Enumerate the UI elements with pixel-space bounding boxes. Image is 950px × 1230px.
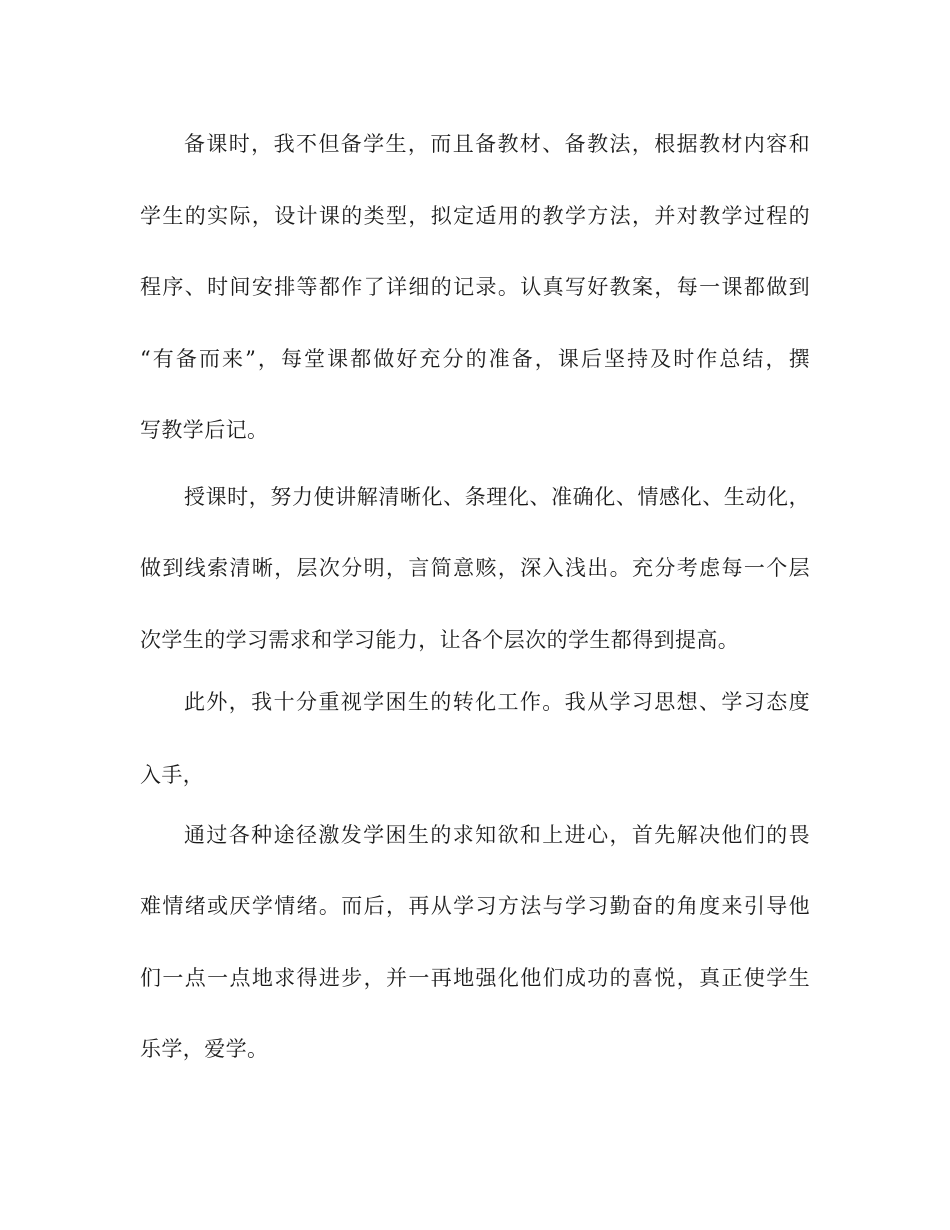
text-line-9: 此外，我十分重视学困生的转化工作。我从学习思想、学习态度 bbox=[184, 690, 810, 714]
text-line-2: 学生的实际，设计课的类型，拟定适用的教学方法，并对教学过程的 bbox=[140, 204, 810, 228]
text-line-3: 程序、时间安排等都作了详细的记录。认真写好教案，每一课都做到 bbox=[140, 275, 810, 299]
text-line-10: 入手， bbox=[140, 763, 205, 787]
text-line-4: “有备而来”，每堂课都做好充分的准备，课后坚持及时作总结，撰 bbox=[140, 347, 810, 371]
text-line-5: 写教学后记。 bbox=[140, 418, 269, 442]
text-line-14: 乐学，爱学。 bbox=[140, 1037, 269, 1061]
text-line-7: 做到线索清晰，层次分明，言简意赅，深入浅出。充分考虑每一个层 bbox=[140, 556, 810, 580]
text-line-11: 通过各种途径激发学困生的求知欲和上进心，首先解决他们的畏 bbox=[184, 823, 810, 847]
text-line-8: 次学生的学习需求和学习能力，让各个层次的学生都得到提高。 bbox=[140, 628, 740, 652]
text-line-6: 授课时，努力使讲解清晰化、条理化、准确化、情感化、生动化， bbox=[184, 485, 810, 509]
text-line-12: 难情绪或厌学情绪。而后，再从学习方法与学习勤奋的角度来引导他 bbox=[140, 894, 810, 918]
text-line-13: 们一点一点地求得进步，并一再地强化他们成功的喜悦，真正使学生 bbox=[140, 966, 810, 990]
text-line-1: 备课时，我不但备学生，而且备教材、备教法，根据教材内容和 bbox=[184, 132, 810, 156]
